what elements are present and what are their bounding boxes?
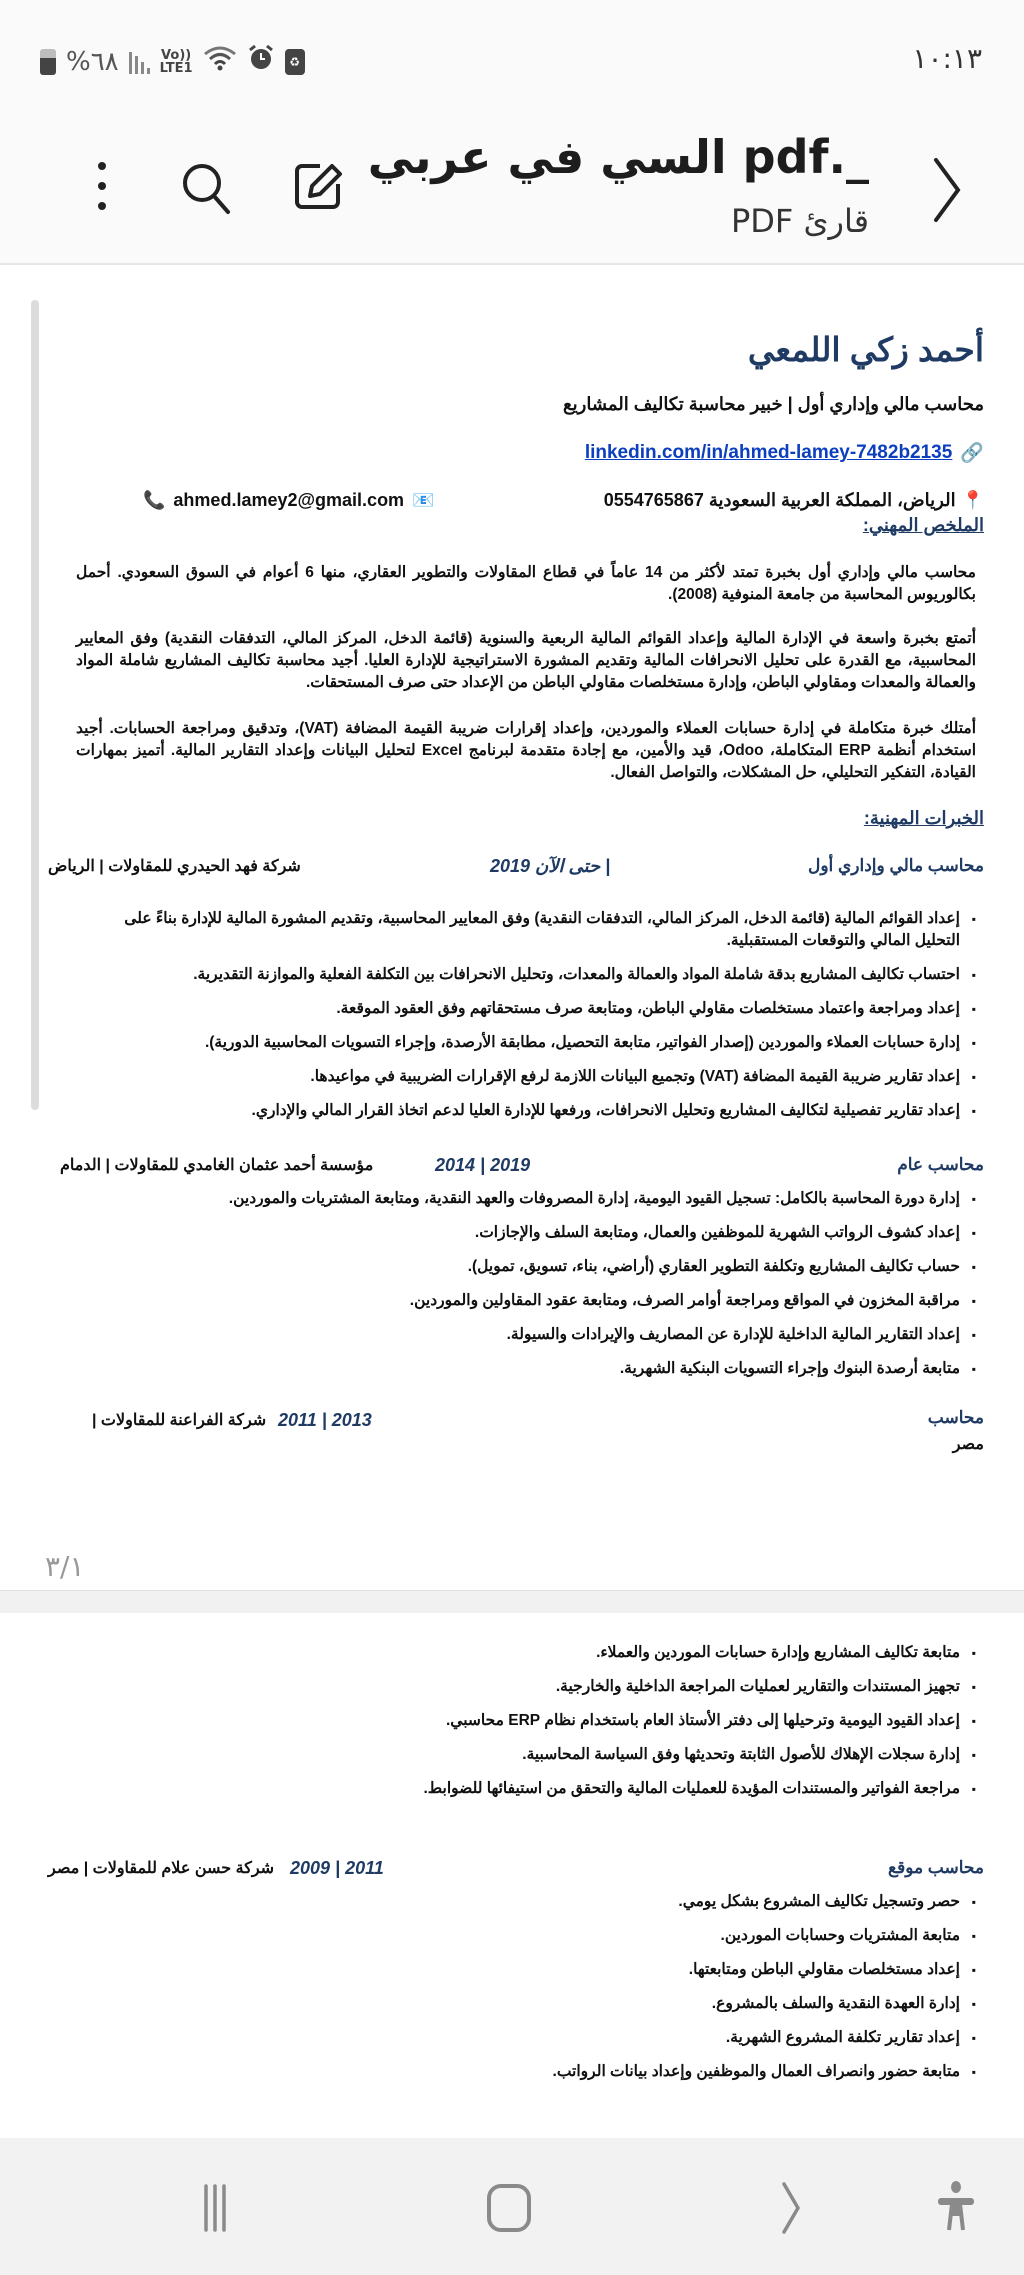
list-item: ▪ إعداد تقارير تفصيلية لتكاليف المشاريع وتحليل الانحرافات، ورفعها للإدارة العليا لدعم اتخاذ القرار المالي والإداري. bbox=[76, 1100, 976, 1122]
back-nav-button[interactable] bbox=[776, 2178, 836, 2238]
recycle-icon: ♻ bbox=[285, 49, 305, 75]
job-title: محاسب عام bbox=[897, 1155, 984, 1174]
edit-button[interactable] bbox=[290, 158, 346, 214]
page-indicator: ٣/١ bbox=[45, 1550, 85, 1583]
summary-paragraph-2: أتمتع بخبرة واسعة في الإدارة المالية وإعداد القوائم المالية الربعية والسنوية (قائمة الدخل، المركز المالي، التدفقات النقدية) وفق المعايير المحاسبية، مع القدرة على تحليل الانحرافات المالية وتقديم المشورة الاستراتيجية للإدارة العليا. أجيد محاسبة تكاليف المشاريع شاملة المواد والعمالة والمعدات ومقاولي الباطن، وإدارة مستخلصات مقاولي الباطن من الإعداد حتى صرف المستحقات. bbox=[76, 630, 976, 691]
document-title: _.pdf السي في عربي bbox=[367, 130, 869, 184]
list-item: ▪ مراقبة المخزون في المواقع ومراجعة أوامر الصرف، ومتابعة عقود المقاولين والموردين. bbox=[76, 1290, 976, 1312]
scrollbar-thumb[interactable] bbox=[31, 300, 39, 1110]
job-bullets bbox=[76, 1642, 976, 1812]
job-company: مؤسسة أحمد عثمان الغامدي للمقاولات | الدمام bbox=[60, 1157, 374, 1174]
job-dates: 2011 | 2013 bbox=[278, 1410, 372, 1430]
recent-apps-icon bbox=[195, 2178, 255, 2238]
list-item: ▪ مراجعة الفواتير والمستندات المؤيدة للعمليات المالية والتحقق من استيفائها للضوابط. bbox=[76, 1778, 976, 1800]
list-item: ▪ تجهيز المستندات والتقارير لعمليات المراجعة الداخلية والخارجية. bbox=[76, 1676, 976, 1698]
linkedin-row bbox=[585, 441, 984, 465]
email-icon: 📧 bbox=[412, 490, 435, 510]
link-icon: 🔗 bbox=[960, 443, 984, 464]
job-location: مصر bbox=[952, 1436, 984, 1453]
location-phone: الرياض، المملكة العربية السعودية 0554765867 bbox=[603, 490, 956, 510]
lte-icon: Vo)) LTE1 bbox=[159, 47, 193, 76]
list-item: ▪ إعداد تقارير ضريبة القيمة المضافة (VAT) وتجميع البيانات اللازمة لرفع الإقرارات الضريبية في مواعيدها. bbox=[76, 1066, 976, 1088]
back-chevron-icon bbox=[922, 150, 972, 230]
list-item: ▪ إعداد القوائم المالية (قائمة الدخل، المركز المالي، التدفقات النقدية) وفق المعايير المحاسبية، وتقديم المشورة المالية للإدارة بناءً على التحليل المالي والتوقعات المستقبلية. bbox=[76, 908, 976, 952]
list-item: ▪ متابعة تكاليف المشاريع وإدارة حسابات الموردين والعملاء. bbox=[76, 1642, 976, 1664]
list-item: ▪ متابعة المشتريات وحسابات الموردين. bbox=[76, 1925, 976, 1947]
status-icons bbox=[40, 44, 305, 79]
status-time: ١٠:١٣ bbox=[912, 42, 982, 75]
job-title: محاسب موقع bbox=[888, 1858, 984, 1877]
home-icon bbox=[482, 2178, 542, 2238]
list-item: ▪ حساب تكاليف المشاريع وتكلفة التطوير العقاري (أراضي، بناء، تسويق، تمويل). bbox=[76, 1256, 976, 1278]
email-row bbox=[143, 490, 435, 511]
recent-apps-button[interactable] bbox=[195, 2178, 255, 2238]
search-button[interactable] bbox=[178, 158, 234, 218]
back-icon bbox=[776, 2178, 836, 2238]
resume-name: أحمد زكي اللمعي bbox=[747, 331, 984, 368]
page-separator bbox=[0, 1590, 1024, 1614]
navigation-bar bbox=[0, 2138, 1024, 2275]
summary-paragraph-3: أمتلك خبرة متكاملة في إدارة حسابات العملاء والموردين، وإعداد إقرارات ضريبة القيمة المضافة (VAT)، وتدقيق ومراجعة الحسابات. أجيد استخدام أنظمة ERP المتكاملة، Odoo، قيد والأمين، مع إجادة متقدمة لبرنامج Excel لتحليل البيانات وإعداد التقارير المالية. أتميز بمهارات القيادة، التفكير التحليلي، حل المشكلات، والتواصل الفعال. bbox=[76, 720, 976, 781]
signal-icon bbox=[129, 50, 150, 74]
job-company: شركة فهد الحيدري للمقاولات | الرياض bbox=[48, 858, 301, 875]
list-item: ▪ متابعة حضور وانصراف العمال والموظفين وإعداد بيانات الرواتب. bbox=[76, 2061, 976, 2083]
list-item: ▪ إعداد مستخلصات مقاولي الباطن ومتابعتها. bbox=[76, 1959, 976, 1981]
list-item: ▪ إعداد كشوف الرواتب الشهرية للموظفين والعمال، ومتابعة السلف والإجازات. bbox=[76, 1222, 976, 1244]
list-item: ▪ متابعة أرصدة البنوك وإجراء التسويات البنكية الشهرية. bbox=[76, 1358, 976, 1380]
search-icon bbox=[178, 158, 234, 218]
list-item: ▪ إعداد التقارير المالية الداخلية للإدارة عن المصاريف والإيرادات والسيولة. bbox=[76, 1324, 976, 1346]
email[interactable]: ahmed.lamey2@gmail.com bbox=[173, 490, 405, 510]
wifi-icon bbox=[203, 44, 237, 79]
location-pin-icon: 📍 bbox=[961, 490, 984, 510]
more-vertical-icon bbox=[92, 158, 112, 214]
app-bar bbox=[0, 120, 1024, 265]
job-bullets bbox=[76, 908, 976, 1134]
job-bullets bbox=[76, 1891, 976, 2095]
experience-heading: الخبرات المهنية: bbox=[863, 808, 984, 828]
summary-paragraph-1: محاسب مالي وإداري أول بخبرة تمتد لأكثر من 14 عاماً في قطاع المقاولات والتطوير العقاري، منها 6 أعوام في السوق السعودي. أحمل بكالوريوس المحاسبة من جامعة المنوفية (2008). bbox=[76, 564, 976, 603]
edit-icon bbox=[290, 158, 346, 214]
list-item: ▪ إعداد القيود اليومية وترحيلها إلى دفتر الأستاذ العام باستخدام نظام ERP محاسبي. bbox=[76, 1710, 976, 1732]
back-button[interactable] bbox=[922, 150, 972, 230]
battery-icon bbox=[40, 49, 56, 75]
list-item: ▪ حصر وتسجيل تكاليف المشروع بشكل يومي. bbox=[76, 1891, 976, 1913]
summary-heading: الملخص المهني: bbox=[862, 515, 984, 535]
list-item: ▪ احتساب تكاليف المشاريع بدقة شاملة المواد والعمالة والمعدات، وتحليل الانحرافات بين التكلفة الفعلية والموازنة التقديرية. bbox=[76, 964, 976, 986]
job-title: محاسب bbox=[927, 1408, 984, 1427]
home-button[interactable] bbox=[482, 2178, 542, 2238]
status-bar bbox=[0, 0, 1024, 120]
list-item: ▪ إدارة العهدة النقدية والسلف بالمشروع. bbox=[76, 1993, 976, 2015]
list-item: ▪ إدارة حسابات العملاء والموردين (إصدار الفواتير، متابعة التحصيل، مطابقة الأرصدة، وإجراء التسويات المحاسبية الدورية). bbox=[76, 1032, 976, 1054]
list-item: ▪ إعداد ومراجعة واعتماد مستخلصات مقاولي الباطن، ومتابعة صرف مستحقاتهم وفق العقود الموقعة. bbox=[76, 998, 976, 1020]
job-dates: 2019 حتى الآن | bbox=[490, 856, 611, 876]
alarm-icon bbox=[247, 44, 275, 79]
list-item: ▪ إدارة دورة المحاسبة بالكامل: تسجيل القيود اليومية، إدارة المصروفات والعهد النقدية، ومتابعة المشتريات والموردين. bbox=[76, 1188, 976, 1210]
location-phone-row bbox=[604, 490, 984, 511]
phone-icon: 📞 bbox=[143, 490, 166, 510]
job-dates: 2009 | 2011 bbox=[290, 1858, 384, 1878]
job-company: شركة حسن علام للمقاولات | مصر bbox=[48, 1860, 275, 1877]
job-bullets bbox=[76, 1188, 976, 1392]
job-dates: 2014 | 2019 bbox=[435, 1155, 531, 1175]
battery-percent: %٦٨ bbox=[66, 46, 119, 77]
resume-headline: محاسب مالي وإداري أول | خبير محاسبة تكاليف المشاريع bbox=[563, 394, 984, 414]
list-item: ▪ إعداد تقارير تكلفة المشروع الشهرية. bbox=[76, 2027, 976, 2049]
job-title: محاسب مالي وإداري أول bbox=[807, 856, 984, 875]
app-subtitle: قارئ PDF bbox=[730, 202, 869, 240]
accessibility-button[interactable] bbox=[930, 2178, 990, 2238]
accessibility-icon bbox=[930, 2178, 990, 2238]
more-options-button[interactable] bbox=[92, 158, 112, 214]
list-item: ▪ إدارة سجلات الإهلاك للأصول الثابتة وتحديثها وفق السياسة المحاسبية. bbox=[76, 1744, 976, 1766]
linkedin-link[interactable]: linkedin.com/in/ahmed-lamey-7482b2135 bbox=[584, 442, 953, 463]
job-company: شركة الفراعنة للمقاولات | bbox=[92, 1412, 267, 1429]
